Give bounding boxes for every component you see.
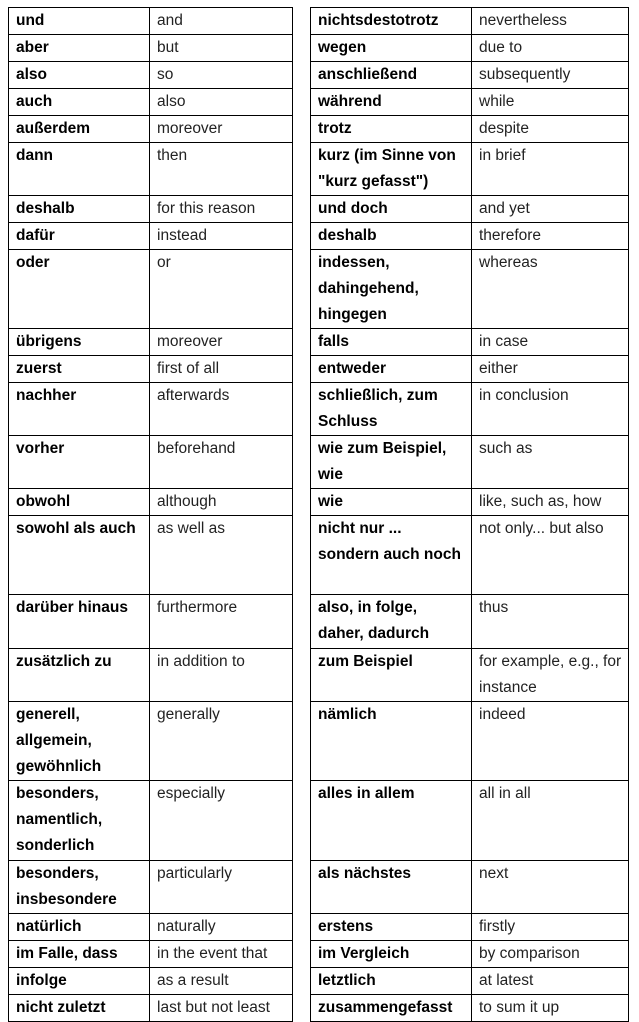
german-term: zusätzlich zu: [9, 649, 150, 701]
english-translation: for example, e.g., for instance: [472, 649, 629, 702]
german-term: anschließend: [311, 62, 472, 89]
german-term: infolge: [9, 967, 150, 994]
german-term: außerdem: [9, 116, 150, 143]
vocab-row: [9, 143, 293, 196]
vocab-row: [311, 356, 629, 383]
english-translation: due to: [472, 35, 629, 62]
english-translation: nevertheless: [472, 8, 629, 35]
english-translation: also: [150, 89, 293, 116]
vocab-row: [9, 649, 293, 701]
vocab-row: [9, 223, 293, 250]
vocabulary-sheet: [8, 7, 629, 1022]
vocab-row: [9, 356, 293, 383]
english-translation: not only... but also: [472, 516, 629, 595]
german-term: wie zum Beispiel, wie: [311, 436, 472, 489]
german-term: als nächstes: [311, 861, 472, 914]
english-translation: firstly: [472, 914, 629, 941]
english-translation: but: [150, 35, 293, 62]
english-translation: like, such as, how: [472, 489, 629, 516]
column-gap: [293, 7, 310, 1022]
english-translation: indeed: [472, 702, 629, 781]
vocab-row: [9, 516, 293, 595]
vocab-row: [311, 143, 629, 196]
german-term: und: [9, 8, 150, 35]
vocab-row: [9, 383, 293, 436]
vocab-row: [311, 196, 629, 223]
vocab-row: [9, 860, 293, 913]
vocab-row: [9, 780, 293, 860]
vocab-row: [9, 8, 293, 35]
vocab-row: [9, 329, 293, 356]
english-translation: particularly: [150, 860, 293, 913]
vocab-row: [9, 913, 293, 940]
german-term: deshalb: [311, 223, 472, 250]
vocab-row: [311, 329, 629, 356]
english-translation: so: [150, 62, 293, 89]
german-term: zum Beispiel: [311, 649, 472, 702]
german-term: nicht nur ... sondern auch noch: [311, 516, 472, 595]
german-term: schließlich, zum Schluss: [311, 383, 472, 436]
vocab-row: [9, 196, 293, 223]
vocab-row: [9, 436, 293, 489]
english-translation: all in all: [472, 781, 629, 861]
english-translation: afterwards: [150, 383, 293, 436]
vocab-row: [311, 781, 629, 861]
vocab-row: [311, 89, 629, 116]
vocab-row: [311, 516, 629, 595]
english-translation: while: [472, 89, 629, 116]
vocab-table-left: [8, 7, 293, 1022]
german-term: aber: [9, 35, 150, 62]
english-translation: especially: [150, 780, 293, 860]
english-translation: in the event that: [150, 940, 293, 967]
german-term: falls: [311, 329, 472, 356]
english-translation: thus: [472, 595, 629, 649]
vocab-row: [311, 383, 629, 436]
english-translation: at latest: [472, 968, 629, 995]
german-term: oder: [9, 250, 150, 329]
vocab-row: [311, 861, 629, 914]
english-translation: either: [472, 356, 629, 383]
english-translation: then: [150, 143, 293, 196]
german-term: kurz (im Sinne von "kurz gefasst"): [311, 143, 472, 196]
english-translation: in addition to: [150, 649, 293, 701]
vocab-row: [9, 489, 293, 516]
german-term: trotz: [311, 116, 472, 143]
german-term: deshalb: [9, 196, 150, 223]
german-term: im Vergleich: [311, 941, 472, 968]
vocab-row: [9, 994, 293, 1021]
english-translation: as well as: [150, 516, 293, 595]
vocab-row: [9, 89, 293, 116]
vocab-row: [9, 116, 293, 143]
german-term: im Falle, dass: [9, 940, 150, 967]
german-term: indessen, dahingehend, hingegen: [311, 250, 472, 329]
english-translation: first of all: [150, 356, 293, 383]
german-term: dafür: [9, 223, 150, 250]
english-translation: naturally: [150, 913, 293, 940]
english-translation: next: [472, 861, 629, 914]
vocab-row: [311, 116, 629, 143]
german-term: nicht zuletzt: [9, 994, 150, 1021]
german-term: nachher: [9, 383, 150, 436]
vocab-row: [311, 595, 629, 649]
german-term: generell, allgemein, gewöhnlich: [9, 701, 150, 780]
german-term: nämlich: [311, 702, 472, 781]
english-translation: by comparison: [472, 941, 629, 968]
vocab-row: [311, 62, 629, 89]
german-term: wegen: [311, 35, 472, 62]
german-term: letztlich: [311, 968, 472, 995]
english-translation: in brief: [472, 143, 629, 196]
german-term: obwohl: [9, 489, 150, 516]
english-translation: whereas: [472, 250, 629, 329]
english-translation: last but not least: [150, 994, 293, 1021]
english-translation: subsequently: [472, 62, 629, 89]
english-translation: as a result: [150, 967, 293, 994]
vocab-row: [9, 35, 293, 62]
vocab-table-right: [310, 7, 629, 1022]
german-term: erstens: [311, 914, 472, 941]
german-term: während: [311, 89, 472, 116]
english-translation: beforehand: [150, 436, 293, 489]
vocab-row: [9, 967, 293, 994]
vocab-row: [311, 941, 629, 968]
english-translation: despite: [472, 116, 629, 143]
vocab-row: [9, 940, 293, 967]
vocab-row: [311, 914, 629, 941]
english-translation: moreover: [150, 116, 293, 143]
german-term: übrigens: [9, 329, 150, 356]
german-term: zuerst: [9, 356, 150, 383]
vocab-row: [9, 701, 293, 780]
german-term: natürlich: [9, 913, 150, 940]
english-translation: and yet: [472, 196, 629, 223]
english-translation: therefore: [472, 223, 629, 250]
vocab-row: [311, 35, 629, 62]
german-term: und doch: [311, 196, 472, 223]
vocab-row: [9, 595, 293, 649]
vocab-row: [311, 489, 629, 516]
english-translation: instead: [150, 223, 293, 250]
english-translation: although: [150, 489, 293, 516]
vocab-row: [9, 250, 293, 329]
vocab-row: [311, 702, 629, 781]
english-translation: in conclusion: [472, 383, 629, 436]
german-term: besonders, namentlich, sonderlich: [9, 780, 150, 860]
vocab-row: [311, 995, 629, 1022]
english-translation: or: [150, 250, 293, 329]
english-translation: generally: [150, 701, 293, 780]
german-term: zusammengefasst: [311, 995, 472, 1022]
english-translation: for this reason: [150, 196, 293, 223]
english-translation: moreover: [150, 329, 293, 356]
german-term: also: [9, 62, 150, 89]
german-term: entweder: [311, 356, 472, 383]
english-translation: in case: [472, 329, 629, 356]
vocab-row: [311, 436, 629, 489]
vocab-row: [311, 250, 629, 329]
german-term: besonders, insbesondere: [9, 860, 150, 913]
vocab-row: [311, 649, 629, 702]
english-translation: to sum it up: [472, 995, 629, 1022]
german-term: nichtsdestotrotz: [311, 8, 472, 35]
german-term: alles in allem: [311, 781, 472, 861]
vocab-row: [9, 62, 293, 89]
english-translation: such as: [472, 436, 629, 489]
vocab-row: [311, 223, 629, 250]
german-term: sowohl als auch: [9, 516, 150, 595]
english-translation: and: [150, 8, 293, 35]
german-term: also, in folge, daher, dadurch: [311, 595, 472, 649]
german-term: dann: [9, 143, 150, 196]
vocab-row: [311, 968, 629, 995]
german-term: darüber hinaus: [9, 595, 150, 649]
german-term: wie: [311, 489, 472, 516]
vocab-row: [311, 8, 629, 35]
german-term: vorher: [9, 436, 150, 489]
english-translation: furthermore: [150, 595, 293, 649]
german-term: auch: [9, 89, 150, 116]
